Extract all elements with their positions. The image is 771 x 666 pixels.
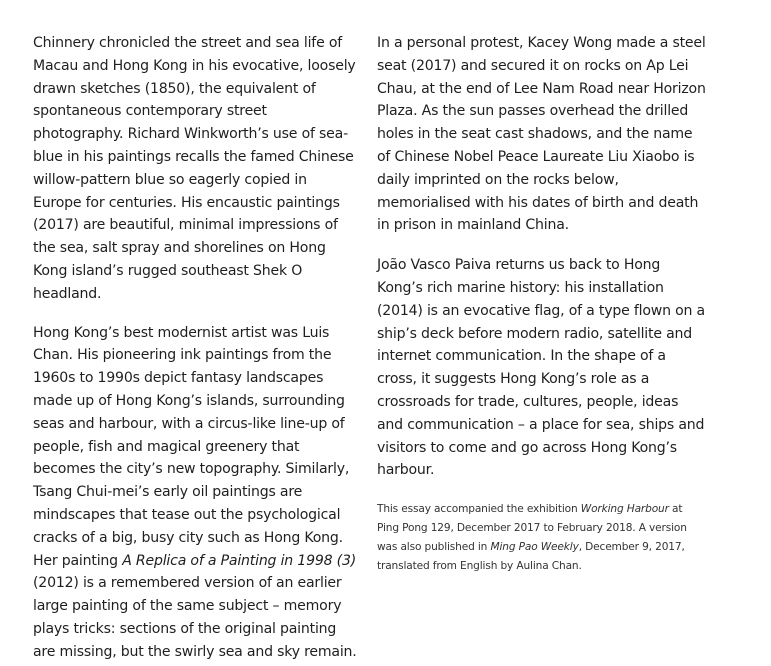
exhibition-title: Working Harbour [580,503,669,516]
footnote-text: This essay accompanied the exhibition [377,503,581,516]
publication-title: Ming Pao Weekly [490,541,579,554]
paragraph-text: Hong Kong’s best modernist artist was Luis Chan. His pioneering ink paintings from the 1960s to 1990s depict fantasy landscapes made up of Hong Kong’s islands, surrounding seas and harbour, with a circus-like line-up of people, fish and magical greenery that becomes the city’s new topography. Similarly, Tsang Chui-mei’s early oil paintings are mindscapes that tease out the psychological cracks of a big, busy city such as Hong Kong. Her painting [33,324,350,569]
footnote-text: at Ping Pong 129, December 2017 to February 2018. A version was also published in [377,503,687,554]
paragraph-chinnery: Chinnery chronicled the street and sea life of Macau and Hong Kong in his evocative, loosely drawn sketches (1850), the equivalent of spontaneous contemporary street photography. Richard Winkworth’s use of sea-blue in his paintings recalls the famed Chinese willow-pattern blue so eagerly copied in Europe for centuries. His encaustic paintings (2017) are beautiful, minimal impressions of the sea, salt spray and shorelines on Hong Kong island’s rugged southeast Shek O headland. [33,35,356,302]
paragraph-luis-chan [33,322,358,664]
artwork-title: A Replica of a Painting in 1998 (3) [122,552,357,569]
essay-footnote [377,500,707,576]
left-column [33,32,358,664]
paragraph-text: (2012) is a remembered version of an earlier large painting of the same subject – memory plays tricks: sections of the original painting are missing, but the swirly sea and sky remain. [33,575,357,660]
paragraph-kacey-wong: In a personal protest, Kacey Wong made a steel seat (2017) and secured it on rocks on Ap Lei Chau, at the end of Lee Nam Road near Horizon Plaza. As the sun passes overhead the drilled holes in the seat cast shadows, and the name of Chinese Nobel Peace Laureate Liu Xiaobo is daily imprinted on the rocks below, memorialised with his dates of birth and death in prison in mainland China. [377,35,706,234]
footnote-text: , December 9, 2017, translated from English by Aulina Chan. [377,541,685,573]
paragraph-joao-vasco-paiva: João Vasco Paiva returns us back to Hong Kong’s rich marine history: his installation (2014) is an evocative flag, of a type flown on a ship’s deck before modern radio, satellite and internet communication. In the shape of a cross, it suggests Hong Kong’s role as a crossroads for trade, cultures, people, ideas and communication – a place for sea, ships and visitors to come and go across Hong Kong’s harbour. [377,257,705,479]
right-column [377,32,707,576]
